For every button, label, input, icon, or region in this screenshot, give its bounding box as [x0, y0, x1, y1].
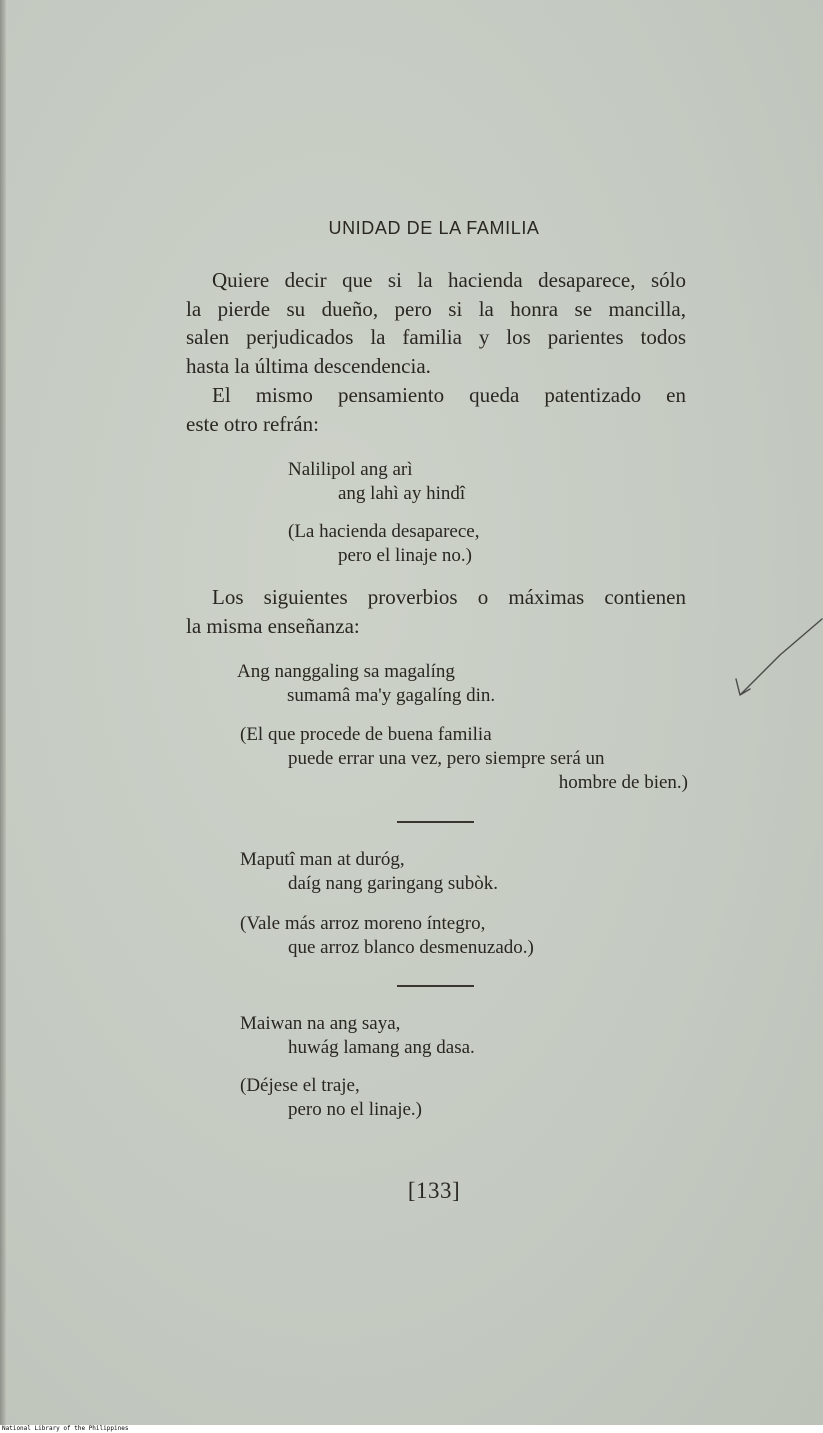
- footer-credit: National Library of the Philippines: [2, 1425, 129, 1432]
- paragraph-1: [186, 266, 686, 380]
- section-divider: [397, 985, 474, 987]
- proverb-4-tagalog: [240, 1012, 475, 1060]
- proverb-2-spanish: [240, 723, 688, 795]
- paragraph-line: este otro refrán:: [186, 411, 319, 436]
- paragraph-2: [186, 381, 686, 438]
- proverb-3-tagalog: [240, 848, 498, 896]
- proverb-3-spanish: [240, 912, 534, 960]
- proverb-4-spanish: [240, 1074, 422, 1122]
- verse-line: (La hacienda desaparece,: [288, 521, 480, 542]
- paragraph-line: la misma enseñanza:: [186, 613, 360, 638]
- page-edge-shadow: [0, 0, 6, 1425]
- paragraph-line: Quiere decir que si la hacienda desaparece, sólo: [212, 268, 686, 292]
- verse-line: (Vale más arroz moreno íntegro,: [240, 913, 486, 934]
- verse-line: Maiwan na ang saya,: [240, 1013, 401, 1034]
- verse-line: (Déjese el traje,: [240, 1075, 360, 1096]
- verse-line: que arroz blanco desmenuzado.): [288, 937, 534, 958]
- verse-line: daíg nang garingang subòk.: [288, 873, 499, 894]
- page-number: [133]: [407, 1178, 461, 1203]
- proverb-1-spanish: [288, 520, 479, 568]
- proverb-1-tagalog: [288, 458, 465, 506]
- verse-line: Nalilipol ang arì: [288, 459, 413, 480]
- checkmark-icon: [730, 615, 823, 705]
- verse-line: (El que procede de buena familia: [240, 724, 492, 745]
- verse-line: puede errar una vez, pero siempre será un: [288, 748, 605, 769]
- verse-line: Ang nanggaling sa magalíng: [237, 661, 455, 682]
- verse-line: ang lahì ay hindî: [338, 483, 466, 504]
- page-title: UNIDAD DE LA FAMILIA: [328, 218, 540, 238]
- paragraph-line: la pierde su dueño, pero si la honra se mancilla,: [186, 296, 686, 321]
- proverb-2-tagalog: [237, 660, 495, 708]
- paragraph-line: El mismo pensamiento queda patentizado en: [212, 383, 686, 407]
- paragraph-line: hasta la última descendencia.: [186, 353, 431, 378]
- verse-line: hombre de bien.): [558, 772, 688, 793]
- section-divider: [397, 821, 474, 823]
- verse-line: huwág lamang ang dasa.: [288, 1037, 475, 1058]
- verse-line: Maputî man at duróg,: [240, 849, 405, 870]
- verse-line: sumamâ ma'y gagalíng din.: [287, 685, 496, 706]
- verse-line: pero el linaje no.): [338, 545, 473, 566]
- paragraph-line: Los siguientes proverbios o máximas contienen: [212, 585, 686, 609]
- paragraph-3: [186, 583, 686, 640]
- verse-line: pero no el linaje.): [288, 1099, 423, 1120]
- paragraph-line: salen perjudicados la familia y los parientes todos: [186, 325, 686, 350]
